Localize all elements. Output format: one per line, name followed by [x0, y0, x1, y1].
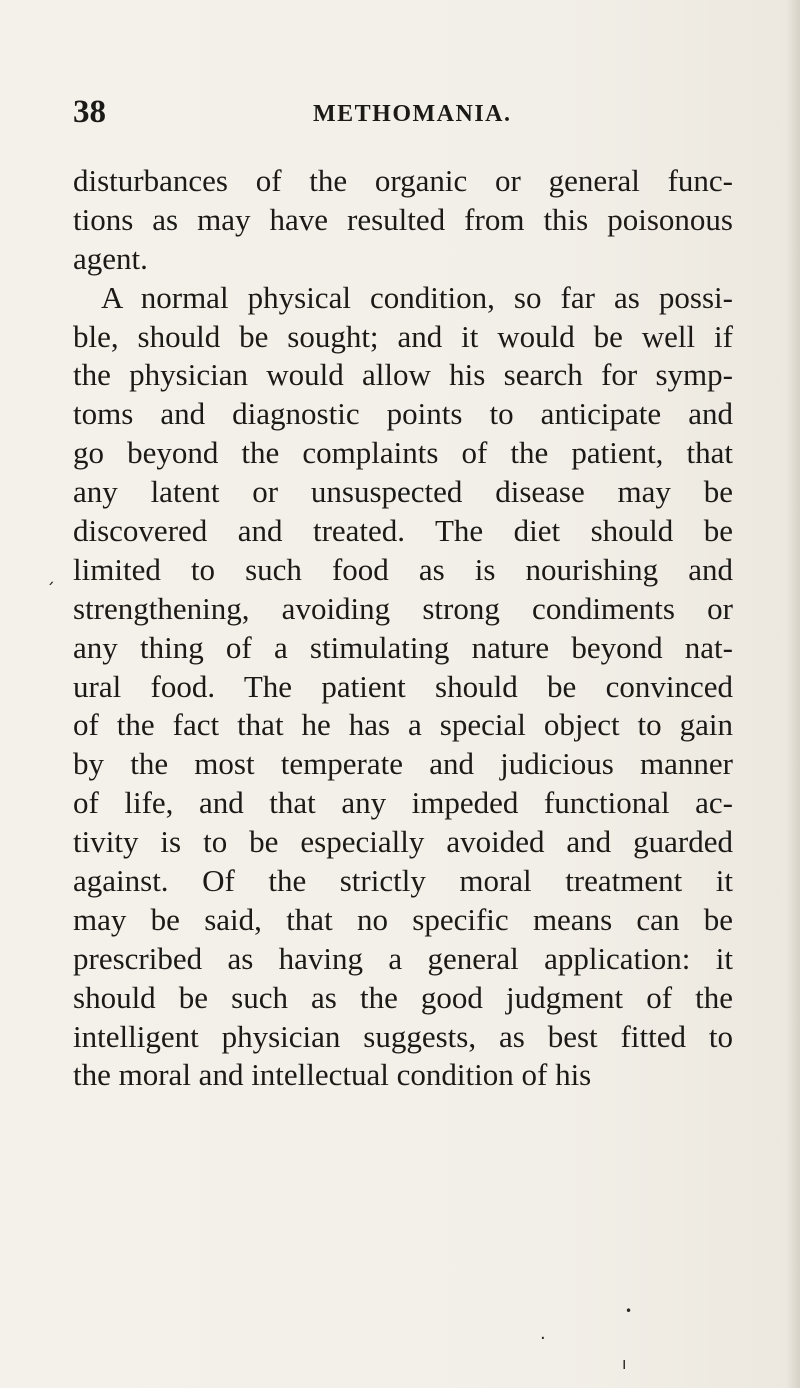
text-line: any latent or unsuspected disease may be [73, 474, 733, 510]
page-edge-shadow [786, 0, 800, 1388]
running-title: METHOMANIA. [313, 101, 512, 127]
text-line: tivity is to be especially avoided and guarded [73, 824, 733, 860]
running-head [73, 90, 733, 134]
text-line: toms and diagnostic points to anticipate and [73, 396, 733, 432]
text-line: may be said, that no specific means can be [73, 901, 733, 937]
text-line: prescribed as having a general application: it [73, 940, 733, 976]
text-line: should be such as the good judgment of the [73, 979, 733, 1015]
text-line: the moral and intellectual condition of his [73, 1057, 592, 1093]
text-line: against. Of the strictly moral treatment it [73, 863, 733, 899]
text-line: tions as may have resulted from this poisonous [73, 201, 733, 237]
text-line: disturbances of the organic or general func- [73, 163, 733, 198]
text-line: ural food. The patient should be convinced [73, 668, 733, 704]
text-line: of the fact that he has a special object to gain [73, 707, 733, 743]
page-number: 38 [73, 94, 106, 130]
text-line: intelligent physician suggests, as best fitted to [73, 1018, 733, 1054]
text-line: the physician would allow his search for symp- [73, 357, 733, 393]
footer-mark: • [625, 1304, 633, 1318]
text-line: limited to such food as is nourishing and [73, 551, 733, 587]
footer-mark: ı [622, 1354, 627, 1373]
text-line: by the most temperate and judicious manner [73, 746, 733, 782]
margin-mark: ˏ [46, 565, 55, 586]
text-line: any thing of a stimulating nature beyond nat- [73, 629, 733, 665]
text-line: agent. [73, 240, 148, 276]
text-line: discovered and treated. The diet should be [73, 513, 733, 549]
footer-mark: . [540, 1323, 546, 1344]
text-line: of life, and that any impeded functional ac- [73, 785, 733, 821]
paragraph-first-line: A normal physical condition, so far as possi- [101, 279, 733, 315]
text-line: go beyond the complaints of the patient, that [73, 435, 733, 471]
text-line: strengthening, avoiding strong condiments or [73, 590, 733, 626]
page-body-text [73, 162, 733, 1095]
text-line: ble, should be sought; and it would be well if [73, 318, 733, 354]
